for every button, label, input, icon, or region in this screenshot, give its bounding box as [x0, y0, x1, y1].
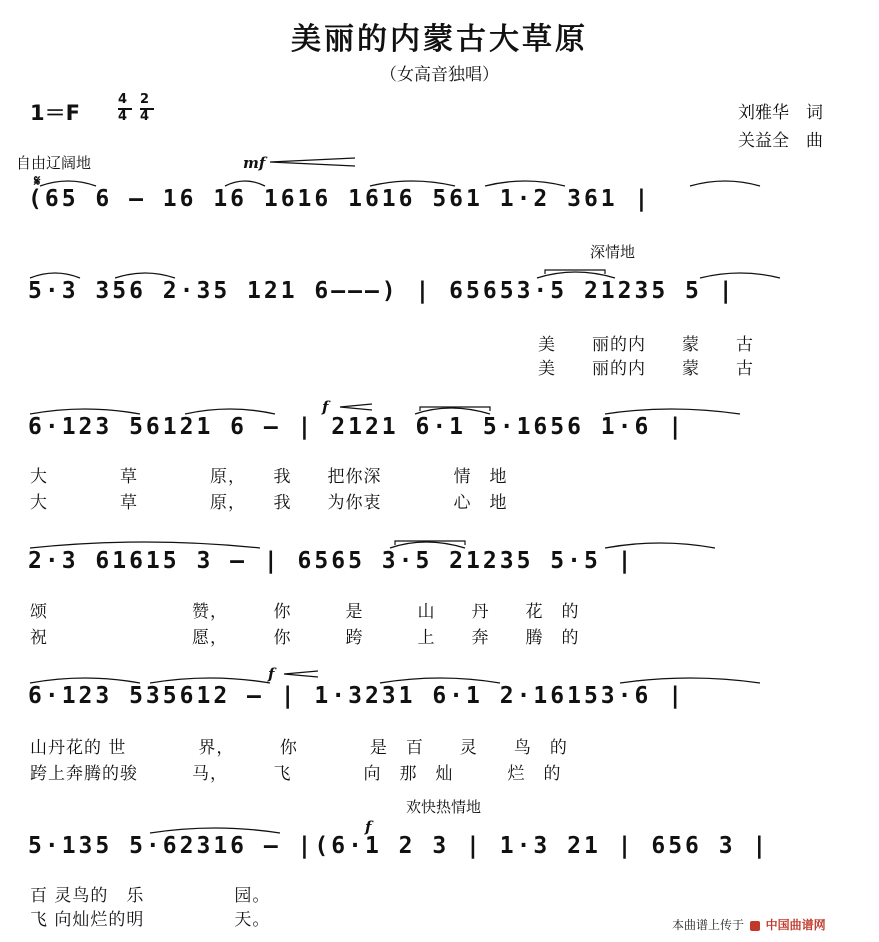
- time-sig-2-denominator: 4: [140, 109, 150, 124]
- decrescendo-hairpin: [270, 158, 355, 166]
- dynamic-f: f: [268, 665, 275, 683]
- score-line-3: 6·123 56121 6 – | 2121 6·1 5·1656 1·6 |: [28, 414, 686, 440]
- footer-uploaded-text: 本曲谱上传于: [672, 918, 745, 932]
- expression-verse: 深情地: [590, 243, 636, 261]
- dynamic-f: f: [365, 818, 372, 836]
- lyric-line-5-verse-1: 山丹花的 世 界， 你 是 百 灵 鸟 的: [30, 738, 568, 758]
- lyric-line-2-verse-2: 美 丽的内 蒙 古: [538, 359, 754, 379]
- time-sig-2-numerator: 2: [140, 92, 150, 107]
- lyric-line-2-verse-1: 美 丽的内 蒙 古: [538, 335, 754, 355]
- expression-intro: 自由辽阔地: [16, 154, 92, 172]
- key-signature: 1＝F: [30, 101, 80, 125]
- lyric-line-4-verse-2: 祝 愿， 你 跨 上 奔 腾 的: [30, 628, 580, 648]
- footer-site-name[interactable]: 中国曲谱网: [765, 918, 826, 932]
- score-line-4: 2·3 61615 3 – | 6565 3·5 21235 5·5 |: [28, 548, 635, 574]
- lyric-line-4-verse-1: 颂 赞， 你 是 山 丹 花 的: [30, 602, 580, 622]
- decrescendo-hairpin: [284, 671, 318, 677]
- score-line-1: (65 6 – 16 16 1616 1616 561 1·2 361 |: [28, 186, 652, 212]
- composer-credit: 关益全 曲: [738, 131, 823, 151]
- time-sig-1-numerator: 4: [118, 92, 128, 107]
- lyric-line-3-verse-2: 大 草 原， 我 为你衷 心 地: [30, 493, 508, 513]
- score-line-6: 5·135 5·62316 – |(6·1 2 3 | 1·3 21 | 656 3 |: [28, 833, 770, 859]
- lyric-line-6-verse-1: 百 灵鸟的 乐 园。: [30, 886, 271, 906]
- score-line-2: 5·3 356 2·35 121 6–––) | 65653·5 21235 5 |: [28, 278, 736, 304]
- segno-sign: 𝄋: [34, 172, 41, 190]
- dynamic-f: f: [322, 398, 329, 416]
- page-title: 美丽的内蒙古大草原: [291, 22, 588, 57]
- lyricist-credit: 刘雅华 词: [738, 103, 823, 123]
- lyric-line-3-verse-1: 大 草 原， 我 把你深 情 地: [30, 467, 508, 487]
- subtitle: （女高音独唱）: [380, 65, 499, 85]
- site-logo-icon: [750, 921, 760, 931]
- lyric-line-6-verse-2: 飞 向灿烂的明 天。: [30, 910, 271, 930]
- lyric-line-5-verse-2: 跨上奔腾的骏 马， 飞 向 那 灿 烂 的: [30, 764, 562, 784]
- decrescendo-hairpin: [340, 404, 372, 410]
- score-line-5: 6·123 535612 – | 1·3231 6·1 2·16153·6 |: [28, 683, 686, 709]
- dynamic-mf: mf: [243, 154, 266, 172]
- time-sig-1-denominator: 4: [118, 109, 128, 124]
- footer-credit: [672, 916, 826, 933]
- expression-final: 欢快热情地: [406, 798, 482, 816]
